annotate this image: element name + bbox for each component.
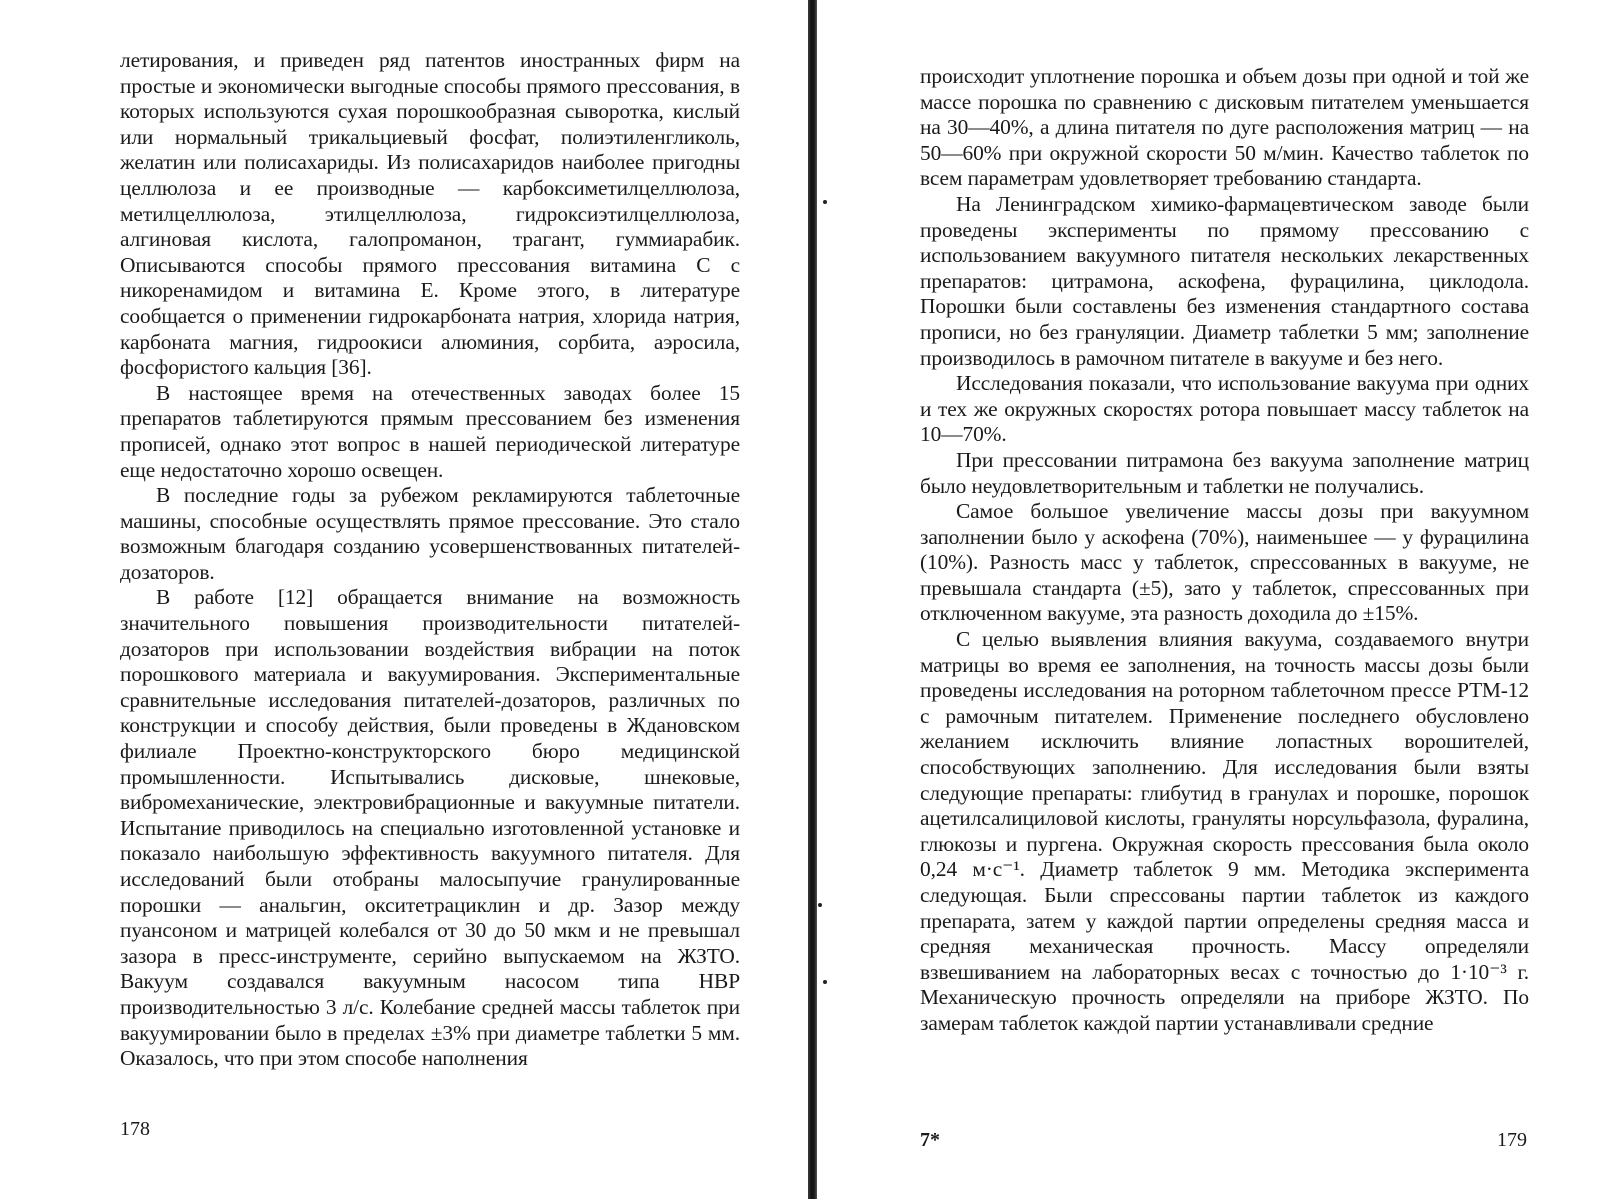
print-speck [823,980,827,984]
left-page-text [120,48,740,1072]
print-speck [823,200,827,204]
paragraph: На Ленинградском химико-фармацевтическом заводе были проведены эксперименты по прямому прессованию с использованием вакуумного питателя нескольких лекарственных препаратов: цитрамона, аскофена, фурацилина, циклодола. Порошки были составлены без изменения стандартного состава прописи, но без грануляции. Диаметр таблетки 5 мм; заполнение производилось в рамочном питателе в вакууме и без него. [920,191,1529,370]
paragraph: Самое большое увеличение массы дозы при вакуумном заполнении было у аскофена (70%), наименьшее — у фурацилина (10%). Разность масс у таблеток, спрессованных в вакууме, не превышала стандарта (±5), зато у таблеток, спрессованных при отключенном вакууме, эта разность доходила до ±15%. [920,499,1529,626]
paragraph: В настоящее время на отечественных заводах более 15 препаратов таблетируются прямым прессованием без изменения прописей, однако этот вопрос в нашей периодической литературе еще недостаточно хорошо освещен. [120,380,740,482]
right-page-text [920,64,1529,1037]
page-number: 179 [1497,1129,1527,1151]
paragraph: происходит уплотнение порошка и объем дозы при одной и той же массе порошка по сравнению с дисковым питателем уменьшается на 30—40%, а длина питателя по дуге расположения матриц — на 50—60% при окружной скорости 50 м/мин. Качество таблеток по всем параметрам удовлетворяет требованию стандарта. [920,64,1529,191]
paragraph: летирования, и приведен ряд патентов иностранных фирм на простые и экономически выгодные способы прямого прессования, в которых используются сухая порошкообразная сыворотка, кислый или нормальный трикальциевый фосфат, полиэтиленгликоль, желатин или полисахариды. Из полисахаридов наиболее пригодны целлюлоза и ее производные — карбоксиметилцеллюлоза, метилцеллюлоза, этилцеллюлоза, гидроксиэтилцеллюлоза, алгиновая кислота, галопроманон, трагант, гуммиарабик. Описываются способы прямого прессования витамина С с никоренамидом и витамина Е. Кроме этого, в литературе сообщается о применении гидрокарбоната натрия, хлорида натрия, карбоната магния, гидроокиси алюминия, сорбита, аэросила, фосфористого кальция [36]. [120,48,740,380]
paragraph: В работе [12] обращается внимание на возможность значительного повышения производительности питателей-дозаторов при использовании воздействия вибрации на поток порошкового материала и вакуумирования. Экспериментальные сравнительные исследования питателей-дозаторов, различных по конструкции и способу действия, были проведены в Ждановском филиале Проектно-конструкторского бюро медицинской промышленности. Испытывались дисковые, шнековые, вибромеханические, электровибрационные и вакуумные питатели. Испытание приводилось на специально изготовленной установке и показало наибольшую эффективность вакуумного питателя. Для исследований были отобраны малосыпучие гранулированные порошки — анальгин, окситетрациклин и др. Зазор между пуансоном и матрицей колебался от 30 до 50 мкм и не превышал зазора в пресс-инструменте, серийно выпускаемом на ЖЗТО. Вакуум создавался вакуумным насосом типа НВР производительностью 3 л/с. Колебание средней массы таблеток при вакуумировании было в пределах ±3% при диаметре таблетки 5 мм. Оказалось, что при этом способе наполнения [120,585,740,1071]
page-number: 178 [120,1118,150,1140]
paragraph: В последние годы за рубежом рекламируются таблеточные машины, способные осуществлять прямое прессование. Это стало возможным благодаря созданию усовершенствованных питателей-дозаторов. [120,483,740,584]
paragraph: С целью выявления влияния вакуума, создаваемого внутри матрицы во время ее заполнения, на точность массы дозы были проведены исследования на роторном таблеточном прессе РТМ-12 с рамочным питателем. Применение последнего обусловлено желанием исключить влияние лопастных ворошителей, способствующих заполнению. Для исследования были взяты следующие препараты: глибутид в гранулах и порошке, порошок ацетилсалициловой кислоты, грануляты норсульфазола, фуралина, глюкозы и пургена. Окружная скорость прессования была около 0,24 м·с⁻¹. Диаметр таблеток 9 мм. Методика эксперимента следующая. Были спрессованы партии таблеток из каждого препарата, затем у каждой партии определены средняя масса и средняя механическая прочность. Массу определяли взвешиванием на лабораторных весах с точностью до 1·10⁻³ г. Механическую прочность определяли на приборе ЖЗТО. По замерам таблеток каждой партии устанавливали средние [920,627,1529,1035]
right-page [817,0,1600,1199]
print-speck [818,903,822,907]
paragraph: Исследования показали, что использование вакуума при одних и тех же окружных скоростях ротора повышает массу таблеток на 10—70%. [920,371,1529,447]
book-gutter [808,0,817,1199]
paragraph: При прессовании питрамона без вакуума заполнение матриц было неудовлетворительным и таблетки не получались. [920,447,1529,498]
signature-mark: 7* [920,1129,940,1151]
